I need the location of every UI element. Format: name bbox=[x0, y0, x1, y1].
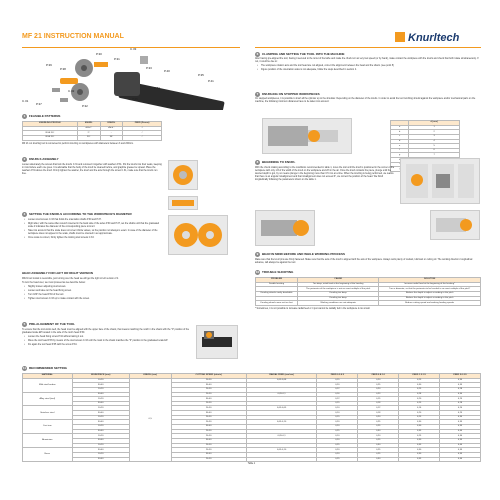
recommended-cell: 30-40 bbox=[72, 420, 129, 425]
section-8-heading bbox=[255, 160, 395, 165]
recommended-cell: 20-30 bbox=[171, 434, 246, 439]
recommended-cell: 30-40 bbox=[72, 429, 129, 434]
callout-c31: C.31 bbox=[22, 99, 29, 103]
patterns-subheader: f bbox=[123, 126, 162, 131]
distance-cell: g bbox=[391, 153, 409, 158]
patterns-cell: 30° bbox=[77, 135, 100, 140]
recommended-cell: 10-20 bbox=[72, 443, 129, 448]
pre-alignment-bullet: • Fix again the tool head P.35 with the screw P.34. bbox=[22, 344, 190, 347]
recommended-cell: 0,05-0,08 bbox=[246, 378, 317, 383]
recommended-caption: Table 1 bbox=[247, 463, 256, 466]
recommended-material: Aluminium bbox=[23, 434, 73, 448]
section-11-heading bbox=[22, 366, 481, 371]
distance-cell: b bbox=[391, 130, 409, 135]
recommended-cell: 30-40 bbox=[171, 411, 246, 416]
recommended-cell: 30-40 bbox=[171, 452, 246, 457]
recommended-cell: 0,35 bbox=[440, 425, 481, 430]
recommended-header: FEED 0.3-0.5 bbox=[317, 374, 358, 379]
section-10-title: TROUBLE SHOOTING bbox=[262, 269, 294, 274]
trouble-cell: Turn a diameter, so that the perimeter to be knurled is an exact multiple of the pitch* bbox=[379, 287, 481, 292]
distance-cell: e bbox=[391, 144, 409, 149]
pre-alignment-photo bbox=[196, 325, 238, 359]
recommended-header: FEED 0.8-1.0 bbox=[358, 374, 399, 379]
callout-p38: P.38 bbox=[60, 67, 66, 71]
distance-cell: 4 bbox=[409, 139, 460, 144]
recommended-cell: 0,25 bbox=[440, 411, 481, 416]
distance-cell: 7 bbox=[409, 153, 460, 158]
recommended-cell: 10-20 bbox=[72, 397, 129, 402]
section-8-title: BEGINNING TO KNURL bbox=[262, 159, 296, 164]
brand-logo bbox=[395, 30, 480, 44]
recommended-cell: 30-40 bbox=[171, 425, 246, 430]
recommended-cell: 10-20 bbox=[72, 387, 129, 392]
trouble-cell: Working conditions are not adequate bbox=[298, 301, 379, 306]
recommended-cell: 0,30 bbox=[440, 415, 481, 420]
callout-p40: P.40 bbox=[164, 69, 170, 73]
section-9-title: BEAR IN MIND BEFORE AND WHILE WORKING PROCESS bbox=[262, 251, 346, 256]
trouble-header: PROBLEM bbox=[256, 278, 298, 283]
beginning-knurl-text: With the chuck rotating according to the conditions recommended in table 1, move the tool until the knurl is positioned in the corner of the workpiece with only 1/3 of the width of the knurl on the workpiece and 2/3 in the air. Once the knurl contacts the piece, plunge until the desired depth is got, by no means plunge in the beginning more than 0.5 mm at a time. When the knurling is being performed, we realize that there is an angular misalignment and that misalignment does not exceed 3º, we correct the position of the head. We finish longitudinally following the parameters shown on the table 1. bbox=[255, 167, 395, 181]
recommended-cell: 10-20 bbox=[72, 378, 129, 383]
recommended-header: MATERIAL bbox=[23, 374, 73, 379]
stopped-workpieces-text: On stepped workpieces, it is possible to knurl all the cylinder up to the shoulder. Depending on the diameter of the knurls. In order to avoid the tool rumbling should against the workpiece and/or mechanical parts on the machine, the following minimum distances have to be taken into account: bbox=[255, 98, 476, 103]
trouble-cell: Reduce the depth to adjust according to the pitch bbox=[379, 291, 481, 296]
section-stopped-workpieces bbox=[255, 92, 481, 105]
recommended-cell: 0,30 bbox=[358, 443, 399, 448]
recommended-knurl: 0,5 bbox=[129, 378, 171, 462]
patterns-header-knurl-2: KNURL bbox=[100, 122, 123, 127]
recommended-cell: 20-30 bbox=[171, 392, 246, 397]
recommended-cell: 30-40 bbox=[72, 438, 129, 443]
section-2-heading bbox=[22, 157, 162, 162]
recommended-cell: 10-20 bbox=[72, 452, 129, 457]
patterns-cell: / bbox=[123, 131, 162, 136]
recommended-cell: 0,20 bbox=[317, 452, 358, 457]
recommended-cell bbox=[246, 457, 317, 462]
distance-cell: 5 bbox=[409, 144, 460, 149]
recommended-cell: 0,05-0,1 bbox=[246, 392, 317, 397]
knurls-assembly-text: Loosen alternately the screws that lock the knurls C.31 and removed it together with washers P.31. Put the knurls into their seats, keeping in mind where each one goes. It is advisable that the body of the knurl be cleaned before, and graphite grease be spread. Place the washers P.31 above the knurl. Firmly tighten the washer, the knurl and the axle through the screw C.31, make sure that the knurls run free. bbox=[22, 164, 162, 175]
recommended-row bbox=[23, 457, 481, 462]
trouble-cell: Knurling wheels easily breakable bbox=[256, 291, 298, 296]
pre-alignment-text: To ensure that the tool works well, the head must be aligned with the upper face of the shank, that means matching the notch in the shank with the "0" position of the graduated scale EP located in the side of the tool's head P.30. bbox=[22, 329, 189, 334]
recommended-cell: 30-40 bbox=[72, 457, 129, 462]
section-7-title: KNURLING ON STOPPED WORKPIECES bbox=[262, 91, 320, 96]
recommended-cell: 0,30 bbox=[399, 438, 440, 443]
section-bear-in-mind bbox=[255, 252, 481, 266]
recommended-cell: 0,40 bbox=[440, 443, 481, 448]
head-assembly-bullet: • Slightly loosen adjusting stud screws. bbox=[22, 286, 232, 289]
distance-cell: c bbox=[391, 134, 409, 139]
recommended-cell: 0,30 bbox=[399, 383, 440, 388]
recommended-cell: 0,03-0,05 bbox=[246, 406, 317, 411]
recommended-cell: 0,25 bbox=[358, 448, 399, 453]
recommended-material: Stainless steel bbox=[23, 406, 73, 420]
head-assembly-bullet: • Loosen and take out the head fixing screw. bbox=[22, 290, 232, 293]
section-10-number: 10 bbox=[255, 270, 260, 274]
head-assembly-intro: MF21 tool model is reversible, just turning over the head we will get the right or left version of it. bbox=[22, 277, 119, 280]
knurl-edge-diagram bbox=[430, 210, 480, 240]
recommended-cell: 10-20 bbox=[72, 425, 129, 430]
recommended-cell: 0,25 bbox=[358, 383, 399, 388]
recommended-header: WORKPIECE (mm) bbox=[72, 374, 129, 379]
recommended-cell: 0,25 bbox=[440, 397, 481, 402]
recommended-cell: 0,16 bbox=[399, 406, 440, 411]
patterns-header-profile: KNURLING PROFILE bbox=[23, 122, 78, 127]
clamping-bullet: • Figure position of the orientation axles is not adequate, follow the steps described in section 4. bbox=[255, 69, 481, 72]
section-6-heading bbox=[255, 52, 481, 57]
recommended-cell: 20-30 bbox=[171, 401, 246, 406]
recommended-header: FEED 1.2-1.5 bbox=[399, 374, 440, 379]
section-clamping bbox=[255, 52, 481, 73]
recommended-material: Cast iron bbox=[23, 420, 73, 434]
distance-cell: 2 bbox=[409, 130, 460, 135]
recommended-cell: 0,20 bbox=[440, 406, 481, 411]
recommended-cell: 30-40 bbox=[72, 401, 129, 406]
recommended-cell: 0,20 bbox=[358, 378, 399, 383]
section-2-title: KNURLS ASSEMBLY bbox=[29, 156, 59, 161]
head-assembly-bullet: • Turn 180º the head P.30 of the tool. bbox=[22, 294, 232, 297]
recommended-cell: 0,20 bbox=[358, 434, 399, 439]
recommended-cell: 0,10 bbox=[317, 434, 358, 439]
recommended-material: Alloy steel (tool) bbox=[23, 392, 73, 406]
distance-cell: 3 bbox=[409, 134, 460, 139]
recommended-cell: 0,05-0,10 bbox=[246, 420, 317, 425]
trouble-cell: Knurling wheels wear out too fast bbox=[256, 301, 298, 306]
recommended-cell: 0,25 bbox=[358, 420, 399, 425]
recommended-cell: 0,20 bbox=[399, 411, 440, 416]
section-feasible-patterns bbox=[22, 114, 162, 146]
recommended-cell: 30-40 bbox=[72, 392, 129, 397]
callout-c33: C.33 bbox=[130, 47, 137, 51]
recommended-cell: 0,20 bbox=[317, 438, 358, 443]
trouble-header: CAUSE bbox=[298, 278, 379, 283]
section-trouble-shooting bbox=[255, 270, 481, 311]
recommended-cell: 20-30 bbox=[171, 429, 246, 434]
recommended-cell: 0,30 bbox=[358, 429, 399, 434]
section-knurls-assembly bbox=[22, 157, 162, 177]
trouble-cell: Double knurling bbox=[256, 282, 298, 287]
recommended-cell: 0,25 bbox=[317, 429, 358, 434]
section-10-heading bbox=[255, 270, 481, 275]
recommended-cell: 0,20 bbox=[317, 383, 358, 388]
section-5-title: PRE-ALIGNMENT OF THE TOOL bbox=[29, 321, 75, 326]
section-3-title: SETTING THE KNURLS ACCORDING TO THE WORKPIECE'S DIAMETER bbox=[29, 211, 132, 216]
section-4-title: HEAD ASSEMBLY FOR LEFT OR RIGHT VERSION bbox=[22, 271, 93, 275]
recommended-material: Mild steel/carbon bbox=[23, 378, 73, 392]
callout-p35: P.35 bbox=[198, 73, 204, 77]
knurls-assembly-photo bbox=[168, 160, 198, 190]
head-assembly-bullet: • Tighten stud screws C.33 up to make contact with the screw. bbox=[22, 298, 232, 301]
recommended-cell: 0,30 bbox=[440, 392, 481, 397]
recommended-cell: 20-30 bbox=[171, 448, 246, 453]
section-beginning-knurl bbox=[255, 160, 395, 183]
distance-cell: d bbox=[391, 139, 409, 144]
section-head-assembly bbox=[22, 272, 232, 302]
exploded-view bbox=[22, 47, 240, 110]
recommended-cell: 0,12 bbox=[317, 397, 358, 402]
trouble-cell: Reduce cutting speed and working feeding speeds bbox=[379, 301, 481, 306]
recommended-cell: 0,25 bbox=[358, 438, 399, 443]
recommended-cell: 30-40 bbox=[72, 411, 129, 416]
recommended-cell: 0,35 bbox=[399, 429, 440, 434]
recommended-cell: 0,20 bbox=[358, 387, 399, 392]
recommended-header: FEED 2.0-2.5 bbox=[440, 374, 481, 379]
section-5-heading bbox=[22, 322, 190, 327]
callout-p30: P.30 bbox=[96, 52, 102, 56]
recommended-cell: 0,25 bbox=[399, 387, 440, 392]
patterns-subheader: d/d.d ° bbox=[77, 126, 100, 131]
recommended-cell: 30-40 bbox=[171, 383, 246, 388]
knurls-assembly-photo-2 bbox=[168, 196, 198, 210]
stopped-workpiece-diagram bbox=[262, 118, 352, 154]
recommended-cell: 0,35 bbox=[399, 457, 440, 462]
callout-p36: P.36 bbox=[132, 97, 138, 101]
section-1-number: 1 bbox=[23, 114, 26, 118]
distance-cell: 6 bbox=[409, 148, 460, 153]
recommended-cell: 30-40 bbox=[171, 397, 246, 402]
pre-alignment-bullet: • Move the tool head P.35 by means of the stud screws C.33 until the mark in the shank matches the "0" position in the graduated scale EP. bbox=[22, 340, 190, 343]
recommended-cell: 10-20 bbox=[72, 415, 129, 420]
recommended-material: Brass bbox=[23, 448, 73, 462]
recommended-cell: 0,20 bbox=[317, 425, 358, 430]
section-9-heading bbox=[255, 252, 481, 257]
trouble-cell: Reduce the depth to adjust according to the pitch bbox=[379, 296, 481, 301]
knurl-position-photo bbox=[255, 210, 315, 246]
callout-c32: C.32 bbox=[68, 89, 75, 93]
recommended-header: KNURL (mm) bbox=[129, 374, 171, 379]
recommended-cell: 0,12 bbox=[317, 387, 358, 392]
section-recommended-setting bbox=[22, 366, 481, 466]
section-11-number: 11 bbox=[22, 366, 27, 370]
section-8-number: 8 bbox=[256, 160, 259, 164]
patterns-cell: RGE 30° bbox=[23, 131, 78, 136]
recommended-cell: 30-40 bbox=[72, 383, 129, 388]
recommended-cell: 0,35 bbox=[440, 438, 481, 443]
recommended-cell: 10-20 bbox=[72, 434, 129, 439]
recommended-cell: 0,20 bbox=[317, 448, 358, 453]
distance-cell: a bbox=[391, 125, 409, 130]
recommended-cell: 0,16 bbox=[317, 392, 358, 397]
section-pre-alignment bbox=[22, 322, 190, 348]
section-7-heading bbox=[255, 92, 481, 97]
recommended-cell: 0,15 bbox=[317, 401, 358, 406]
trouble-cell: Knurling too deep bbox=[298, 296, 379, 301]
setting-knurls-photo bbox=[168, 215, 228, 255]
callout-p32: P.32 bbox=[82, 104, 88, 108]
recommended-cell: 20-30 bbox=[171, 378, 246, 383]
recommended-cell: 0,25 bbox=[317, 443, 358, 448]
head-assembly-lead: To turn the head over, we must proceed as we describe below: bbox=[22, 281, 86, 284]
pre-alignment-bullet: • Loosen the head fixing screw P.34 without taking it out. bbox=[22, 336, 190, 339]
section-6-title: CLAMPING AND SETTING THE TOOL INTO THE MACHINE bbox=[262, 51, 345, 56]
recommended-cell: 0,28 bbox=[440, 401, 481, 406]
recommended-cell: 0,40 bbox=[440, 457, 481, 462]
brand-logo-text: Knurltech bbox=[408, 32, 460, 44]
recommended-cell: 0,20 bbox=[317, 420, 358, 425]
section-2-number: 2 bbox=[23, 157, 26, 161]
recommended-cell: 0,10 bbox=[317, 406, 358, 411]
patterns-cell: 2° bbox=[77, 131, 100, 136]
section-setting-knurls bbox=[22, 212, 162, 241]
manual-title: MF 21 INSTRUCTION MANUAL bbox=[22, 33, 124, 40]
distance-header: d (mm) bbox=[409, 121, 460, 126]
recommended-cell: 0,25 bbox=[317, 457, 358, 462]
recommended-cell: 0,35 bbox=[440, 452, 481, 457]
patterns-subheader: d/d.d ° bbox=[100, 126, 123, 131]
recommended-cell: 0,35 bbox=[440, 420, 481, 425]
recommended-cell: 0,20 bbox=[358, 415, 399, 420]
trouble-cell: Knurling too deep bbox=[298, 291, 379, 296]
callout-p34: P.34 bbox=[154, 86, 160, 90]
callout-p31: P.31 bbox=[114, 57, 120, 61]
recommended-cell: 0,15 bbox=[317, 415, 358, 420]
trouble-header: SOLUTION bbox=[379, 278, 481, 283]
bear-in-mind-text: Make sure that the knurl pins are firmly fastened. Make sure that the axis of the knurl is aligned with the axis of the workpiece. Always work plenty of coolant, lubricant or cutting oil. The working direction: longitudinal advance, will always be against the tool. bbox=[255, 259, 473, 264]
recommended-cell: 0,25 bbox=[399, 415, 440, 420]
recommended-cell: 0,20 bbox=[399, 397, 440, 402]
section-3-heading bbox=[22, 212, 162, 217]
trouble-cell: Too deep, initial feed at the beginning of the knurling bbox=[298, 282, 379, 287]
recommended-cell: 0,25 bbox=[358, 452, 399, 457]
patterns-cell: RGE 30° bbox=[23, 135, 78, 140]
setting-bullet: • Right after, with the same Allen wrench inserted in the back side of the axles P.30 and P.37, set the shafts until that the graduated scale Z indicates the diameter of the corresponding piece to knurl. bbox=[22, 223, 162, 229]
recommended-cell: 0,23 bbox=[358, 392, 399, 397]
recommended-cell: 20-30 bbox=[171, 420, 246, 425]
recommended-cell: 0,25 bbox=[358, 425, 399, 430]
distance-cell: 1 bbox=[409, 125, 460, 130]
setting-bullet: • Loosen stud screws C.33 that holds the orientation shafts P.30 and P.37. bbox=[22, 219, 162, 222]
recommended-cell: 0,35 bbox=[440, 383, 481, 388]
callout-p37: P.37 bbox=[36, 102, 42, 106]
recommended-header: CUTTING SPEED (m/min) bbox=[171, 374, 246, 379]
patterns-cell: – bbox=[100, 131, 123, 136]
recommended-cell: 0,40 bbox=[440, 429, 481, 434]
recommended-cell: 30-40 bbox=[171, 438, 246, 443]
clamping-text: After having pre-aligned the tool, having it secured to the turret of the lathe and make the chuck turn at very low speed (or by hand), make contact the workpiece with the knurls and check that both rotate simultaneously. If not, it could be due to: bbox=[255, 58, 479, 63]
recommended-cell: 0,15 bbox=[358, 397, 399, 402]
patterns-cell: / bbox=[123, 135, 162, 140]
recommended-cell: 20-30 bbox=[171, 457, 246, 462]
distance-cell: f bbox=[391, 148, 409, 153]
recommended-cell: 0,30 bbox=[399, 420, 440, 425]
recommended-cell: 0,28 bbox=[399, 392, 440, 397]
recommended-cell: 20-30 bbox=[171, 415, 246, 420]
callout-p33: P.33 bbox=[146, 66, 152, 70]
patterns-caption: MF 21 cut knurling tool is conceived to perform knurling on workpieces with diameters between 3 and 200mm. bbox=[22, 142, 134, 145]
recommended-cell: 0,28 bbox=[440, 387, 481, 392]
recommended-table bbox=[22, 373, 481, 462]
recommended-cell: 0,30 bbox=[399, 425, 440, 430]
section-1-heading bbox=[22, 114, 162, 119]
recommended-cell: 20-30 bbox=[171, 387, 246, 392]
recommended-cell: 20-30 bbox=[171, 406, 246, 411]
recommended-cell: 0,30 bbox=[440, 378, 481, 383]
recommended-cell: 0,25 bbox=[399, 378, 440, 383]
trouble-cell: Increase radial feed at the beginning of the knurling* bbox=[379, 282, 481, 287]
section-4-heading bbox=[22, 272, 232, 276]
patterns-table bbox=[22, 121, 162, 141]
recommended-cell: 0,30 bbox=[358, 457, 399, 462]
section-6-number: 6 bbox=[256, 52, 259, 56]
recommended-cell: 0,15 bbox=[317, 378, 358, 383]
trouble-cell: The perimeter of the workpiece is not an exact multiple of the pitch bbox=[298, 287, 379, 292]
recommended-cell: 10-20 bbox=[72, 406, 129, 411]
recommended-cell: 0,10 bbox=[317, 411, 358, 416]
recommended-cell: 0,05-0,1 bbox=[246, 434, 317, 439]
patterns-header-knurl-1: KNURL bbox=[77, 122, 100, 127]
section-7-number: 7 bbox=[256, 92, 259, 96]
recommended-cell: 0,30 bbox=[399, 448, 440, 453]
recommended-cell: 0,18 bbox=[358, 401, 399, 406]
recommended-cell: 0,30 bbox=[440, 434, 481, 439]
beginning-knurl-photos bbox=[400, 158, 480, 204]
trouble-note: * Sometimes, it is not possible to increase radial feed or it just cannot be radially fed in the workpiece is too small. bbox=[255, 307, 371, 310]
section-1-title: FEASIBLE PATTERNS bbox=[29, 113, 61, 118]
recommended-cell: 30-40 bbox=[72, 448, 129, 453]
recommended-cell: 0,35 bbox=[399, 443, 440, 448]
recommended-cell: 0,25 bbox=[399, 434, 440, 439]
recommended-cell: 0,25 bbox=[399, 401, 440, 406]
recommended-cell: 0,30 bbox=[399, 452, 440, 457]
callout-p39: P.39 bbox=[46, 63, 52, 67]
setting-bullet: • Take into account that the scale does not cover infinite values, so the position not always is exact. In case of the diameter of the workpiece does not appear in the scale, shafts must be oriented in an approximate. bbox=[22, 230, 162, 236]
section-3-number: 3 bbox=[23, 212, 26, 216]
trouble-table bbox=[255, 277, 481, 306]
clamping-bullet: • The workpiece rotation axis and the tool head are not aligned, correct the alignment between the head and the shank. (see point 5) bbox=[255, 65, 481, 68]
recommended-cell: 0,35 bbox=[440, 448, 481, 453]
patterns-header-feed: FEED (D=mm) bbox=[123, 122, 162, 127]
recommended-header: RADIAL FEED (mm/rev) bbox=[246, 374, 317, 379]
recommended-cell: 20-30 bbox=[171, 443, 246, 448]
patterns-cell: 30° bbox=[100, 135, 123, 140]
recommended-cell: 0,12 bbox=[358, 406, 399, 411]
section-11-title: RECOMMENDED SETTING bbox=[29, 365, 68, 370]
section-5-number: 5 bbox=[23, 322, 26, 326]
callout-p41: P.41 bbox=[208, 79, 214, 83]
recommended-cell: 0,18 bbox=[358, 411, 399, 416]
setting-bullet: • Once scale is correct, firmly tighten the locking stud screws C.33. bbox=[22, 237, 162, 240]
title-rule-right bbox=[255, 47, 481, 48]
recommended-cell: 0,05-0,10 bbox=[246, 448, 317, 453]
section-9-number: 9 bbox=[256, 252, 259, 256]
